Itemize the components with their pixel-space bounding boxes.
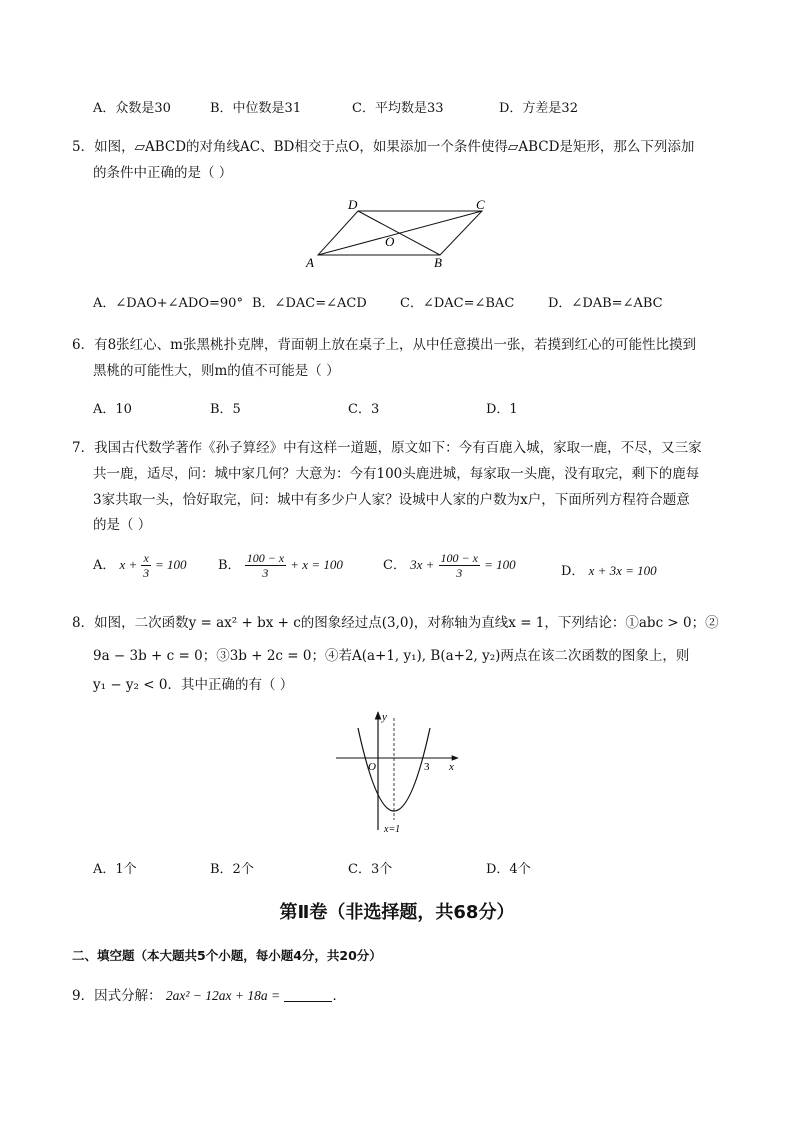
part2-title: 第Ⅱ卷（非选择题，共68分） (279, 902, 515, 923)
q5-option-a: A．∠DAO+∠ADO=90° (93, 296, 243, 311)
q7-option-c-expr1: 3x + (410, 557, 435, 572)
q9-stem (72, 984, 346, 1004)
q9-answer-blank[interactable] (284, 989, 332, 1002)
q7-option-d-expr: x + 3x = 100 (588, 563, 657, 578)
q7-option-c (383, 551, 516, 580)
q7-option-b-numerator: 100 − x (246, 551, 285, 565)
q6-option-c: C．3 (348, 402, 380, 417)
fig5-label-a: A (306, 255, 314, 270)
q8-option-b: B．2个 (210, 862, 254, 877)
q8-option-c: C．3个 (348, 862, 393, 877)
q7-option-a-denominator: 3 (143, 566, 150, 580)
q7-stem-line3: 3家共取一头，恰好取完，问：城中有多少户人家？设城中人家的户数为x户，下面所列方程符合题意 (93, 492, 690, 508)
q5-stem-line1: 5．如图，▱ABCD的对角线AC、BD相交于点O，如果添加一个条件使得▱ABCD是矩形，那么下列添加 (72, 139, 695, 155)
q4-option-c: C．平均数是33 (352, 101, 444, 116)
fig8-label-axis: x=1 (384, 824, 401, 835)
fig8-label-y: y (382, 711, 387, 723)
q4-option-a: A．众数是30 (93, 101, 171, 116)
q8-stem-line1: 8．如图，二次函数y = ax² + bx + c的图象经过点(3,0)，对称轴为直线x = 1，下列结论：①abc > 0；② (72, 615, 719, 631)
q7-option-a-numerator: x (143, 551, 149, 565)
q7-stem-line1: 7．我国古代数学著作《孙子算经》中有这样一道题，原文如下：今有百鹿入城，家取一鹿，不尽，又三家 (72, 440, 702, 456)
q7-option-c-denominator: 3 (456, 566, 463, 580)
q7-option-b-fraction (245, 551, 286, 580)
q6-option-a: A．10 (93, 402, 132, 417)
q7-stem-line2: 共一鹿，适尽，问：城中家几何？大意为：今有100头鹿进城，每家取一头鹿，没有取完，剩下的鹿每 (93, 466, 700, 482)
fig5-label-o: O (385, 234, 395, 249)
q4-option-b: B．中位数是31 (210, 101, 302, 116)
q7-option-a-expr1: x + (119, 557, 138, 572)
q5-option-d: D．∠DAB=∠ABC (548, 296, 663, 311)
q7-option-a (93, 551, 186, 580)
q7-option-b-expr: + x = 100 (290, 557, 343, 572)
q6-option-d: D．1 (486, 402, 518, 417)
q7-option-c-expr2: = 100 (484, 557, 516, 572)
q7-option-b-denominator: 3 (262, 566, 269, 580)
q5-stem-line2: 的条件中正确的是（ ） (93, 165, 233, 181)
q7-option-a-label: A． (93, 558, 116, 573)
q8-stem-line3: y₁ − y₂ < 0．其中正确的有（ ） (93, 677, 294, 693)
q6-option-b: B．5 (210, 402, 241, 417)
q5-option-c: C．∠DAC=∠BAC (400, 296, 515, 311)
fig8-label-3: 3 (424, 761, 430, 773)
fig5-label-b: B (434, 255, 442, 270)
fig5-label-d: D (348, 197, 358, 212)
q7-option-c-numerator: 100 − x (440, 551, 478, 565)
q9-expression: 2ax² − 12ax + 18a = (165, 988, 281, 1003)
q9-suffix: ． (332, 988, 346, 1004)
q6-stem-line1: 6．有8张红心、m张黑桃扑克牌，背面朝上放在桌子上，从中任意摸出一张，若摸到红心的可能性比摸到 (72, 337, 696, 353)
q6-stem-line2: 黑桃的可能性大，则m的值不可能是（ ） (93, 363, 340, 379)
q7-option-a-expr2: = 100 (154, 557, 187, 572)
q4-option-d: D．方差是32 (499, 101, 578, 116)
fig8-label-o: O (368, 761, 376, 773)
q7-option-c-label: C． (383, 558, 406, 573)
q7-option-d-label: D． (561, 564, 585, 579)
fig5-label-c: C (476, 197, 485, 212)
q7-stem-line4: 的是（ ） (93, 517, 152, 533)
parallelogram-figure (300, 193, 500, 273)
q7-option-c-fraction (439, 551, 480, 580)
q7-option-d (561, 560, 657, 579)
q9-prefix: 9．因式分解： (72, 988, 162, 1004)
q7-option-b-label: B． (218, 558, 241, 573)
q5-option-b: B．∠DAC=∠ACD (252, 296, 367, 311)
fig8-label-x: x (449, 761, 454, 773)
parabola-figure (330, 708, 470, 838)
q7-option-a-fraction (141, 551, 150, 580)
q8-option-d: D．4个 (486, 862, 531, 877)
q8-option-a: A．1个 (93, 862, 137, 877)
q8-stem-line2: 9a − 3b + c = 0；③3b + 2c = 0；④若A(a+1, y₁), B(a+2, y₂)两点在该二次函数的图象上，则 (93, 648, 690, 664)
q7-option-b (218, 551, 343, 580)
section2-header: 二、填空题（本大题共5个小题，每小题4分，共20分） (72, 948, 382, 963)
